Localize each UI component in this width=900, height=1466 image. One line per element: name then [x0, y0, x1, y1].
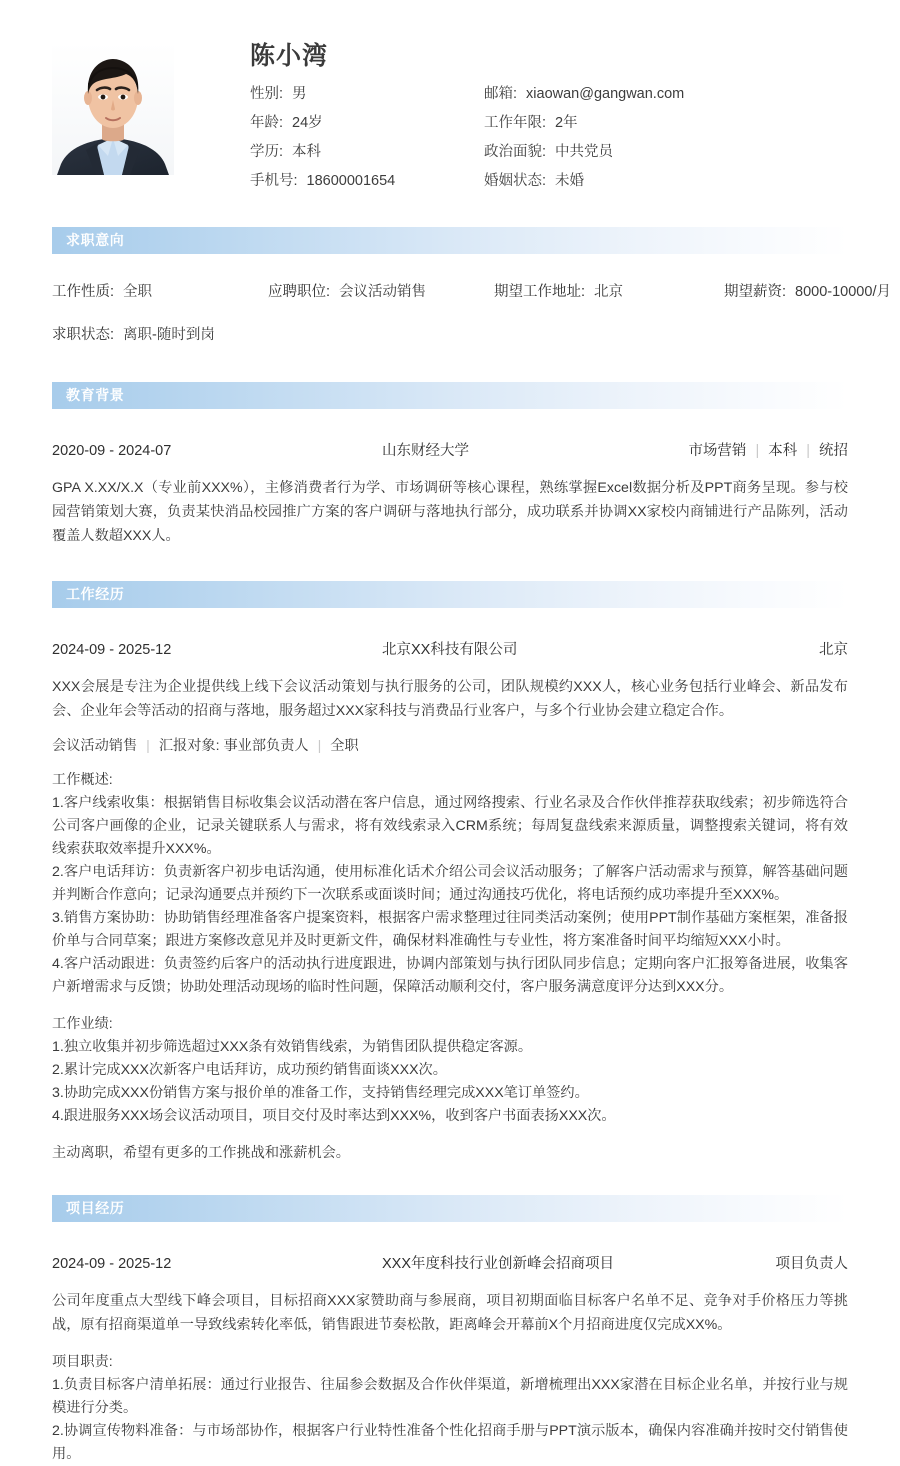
intention-salary [724, 280, 891, 301]
info-political-status [484, 143, 848, 161]
info-degree-label: 学历: [250, 144, 284, 161]
project-role: 项目负责人 [775, 1255, 848, 1272]
info-experience-years-label: 工作年限: [484, 115, 547, 132]
work-job-type: 全职 [330, 737, 359, 754]
info-political-status-value: 中共党员 [555, 144, 614, 161]
work-achievement-title: 工作业绩: [52, 1015, 113, 1032]
project-date: 2024-09 - 2025-12 [52, 1255, 172, 1272]
personal-info-grid [250, 85, 848, 191]
work-summary-item: 2.客户电话拜访：负责新客户初步电话沟通，使用标准化话术介绍公司会议活动服务；了解客户活动需求与预算，解答基础问题并判断合作意向；记录沟通要点并预约下一次联系或面谈时间；通过沟通技巧优化，将电话预约成功率提升至XXX%。 [52, 863, 848, 903]
intention-nature-label: 工作性质: [52, 283, 115, 300]
education-date: 2020-09 - 2024-07 [52, 442, 172, 459]
divider-icon: | [755, 442, 760, 459]
intention-position-label: 应聘职位: [268, 283, 331, 300]
resume-header [0, 0, 900, 191]
info-gender-label: 性别: [250, 86, 284, 102]
info-phone [250, 172, 484, 190]
intention-nature-value: 全职 [123, 283, 153, 300]
education-entry-header [52, 439, 848, 460]
profile-photo-image [52, 42, 174, 175]
section-header-education: 教育背景 [52, 382, 848, 409]
header-details [174, 42, 848, 191]
work-summary-item: 4.客户活动跟进：负责签约后客户的活动执行进度跟进，协调内部策划与执行团队同步信息；定期向客户汇报筹备进展，收集客户新增需求与反馈；协助处理活动现场的临时性问题，保障活动顺利交付，客户服务满意度评分达到XXX分。 [52, 955, 848, 995]
info-political-status-label: 政治面貌: [484, 144, 547, 161]
project-duty-item: 2.协调宣传物料准备：与市场部协作，根据客户行业特性准备个性化招商手册与PPT演示版本，确保内容准确并按时交付销售使用。 [52, 1423, 848, 1463]
work-achievement-item: 2.累计完成XXX次新客户电话拜访，成功预约销售面谈XXX次。 [52, 1061, 447, 1078]
education-degree: 本科 [768, 442, 798, 459]
work-summary-title: 工作概述: [52, 771, 113, 788]
divider-icon: | [317, 737, 322, 754]
intention-location-value: 北京 [594, 283, 624, 300]
project-duty-block [52, 1351, 848, 1466]
page-title: 陈小湾 [250, 42, 329, 70]
intention-salary-label: 期望薪资: [724, 283, 787, 300]
project-duty-item: 1.负责目标客户清单拓展：通过行业报告、往届参会数据及合作伙伴渠道，新增梳理出XXX家潜在目标企业名单，并按行业与规模进行分类。 [52, 1377, 848, 1417]
project-entry-header [52, 1252, 848, 1273]
work-job-title: 会议活动销售 [52, 737, 138, 754]
intention-location [494, 280, 724, 301]
work-date: 2024-09 - 2025-12 [52, 641, 172, 658]
work-company: 北京XX科技有限公司 [382, 641, 518, 658]
info-age-value: 24岁 [292, 115, 323, 132]
info-phone-label: 手机号: [250, 173, 298, 190]
work-leave-reason: 主动离职，希望有更多的工作挑战和涨薪机会。 [52, 1144, 350, 1161]
section-header-project: 项目经历 [52, 1195, 848, 1222]
info-email-label: 邮箱: [484, 86, 518, 102]
project-block [52, 1252, 848, 1466]
work-achievement-item: 3.协助完成XXX份销售方案与报价单的准备工作，支持销售经理完成XXX笔订单签约。 [52, 1084, 589, 1101]
intention-status-value: 离职-随时到岗 [123, 326, 215, 343]
work-achievement-block [52, 1013, 848, 1128]
work-city: 北京 [819, 641, 848, 658]
work-entry-header [52, 638, 848, 659]
work-report-to: 汇报对象: 事业部负责人 [158, 737, 309, 754]
info-email [484, 85, 848, 103]
intention-nature [52, 280, 268, 301]
section-header-intention: 求职意向 [52, 227, 848, 254]
section-header-work: 工作经历 [52, 581, 848, 608]
intention-status-label: 求职状态: [52, 326, 115, 343]
education-tags [688, 439, 848, 460]
intention-salary-value: 8000-10000/月 [795, 283, 891, 300]
education-school: 山东财经大学 [382, 442, 469, 459]
info-experience-years-value: 2年 [555, 115, 578, 132]
intention-position [268, 280, 494, 301]
divider-icon: | [146, 737, 150, 754]
intention-row-status [52, 323, 848, 344]
intention-position-value: 会议活动销售 [339, 283, 427, 300]
intention-location-label: 期望工作地址: [494, 283, 586, 300]
education-major: 市场营销 [688, 442, 747, 459]
info-degree [250, 143, 484, 161]
education-admission: 统招 [819, 442, 848, 459]
info-gender-value: 男 [292, 86, 307, 102]
divider-icon: | [806, 442, 810, 459]
info-age [250, 114, 484, 132]
project-name: XXX年度科技行业创新峰会招商项目 [382, 1255, 615, 1272]
project-background: 公司年度重点大型线下峰会项目，目标招商XXX家赞助商与参展商，项目初期面临目标客户名单不足、竞争对手价格压力等挑战，原有招商渠道单一导致线索转化率低，销售跟进节奏松散，距离峰会开幕前X个月招商进度仅完成XX%。 [52, 1292, 848, 1334]
work-block [52, 638, 848, 1165]
work-achievement-item: 4.跟进服务XXX场会议活动项目，项目交付及时率达到XXX%，收到客户书面表扬XXX次。 [52, 1107, 616, 1124]
work-position-meta [52, 735, 848, 755]
intention-block [52, 280, 891, 344]
info-degree-value: 本科 [292, 144, 322, 161]
info-age-label: 年龄: [250, 115, 284, 132]
info-email-value: xiaowan@gangwan.com [526, 86, 685, 102]
project-duty-title: 项目职责: [52, 1354, 113, 1371]
work-company-intro: XXX会展是专注为企业提供线上线下会议活动策划与执行服务的公司，团队规模约XXX人，核心业务包括行业峰会、新品发布会、企业年会等活动的招商与落地，服务超过XXX家科技与消费品行业客户，与多个行业协会建立稳定合作。 [52, 678, 848, 720]
info-marital-status-label: 婚姻状态: [484, 173, 547, 190]
work-achievement-item: 1.独立收集并初步筛选超过XXX条有效销售线索，为销售团队提供稳定客源。 [52, 1038, 533, 1055]
info-phone-value: 18600001654 [306, 173, 396, 190]
education-description: GPA X.XX/X.X（专业前XXX%），主修消费者行为学、市场调研等核心课程，熟练掌握Excel数据分析及PPT商务呈现。参与校园营销策划大赛，负责某快消品校园推广方案的客户调研与落地执行部分，成功联系并协调XX家校内商铺进行产品陈列，活动覆盖人数超XXX人。 [52, 479, 848, 545]
work-summary-item: 3.销售方案协助：协助销售经理准备客户提案资料，根据客户需求整理过往同类活动案例；使用PPT制作基础方案框架，准备报价单与合同草案；跟进方案修改意见并及时更新文件，确保材料准确性与专业性，将方案准备时间平均缩短XXX小时。 [52, 909, 848, 949]
intention-row-primary [52, 280, 891, 301]
info-experience-years [484, 114, 848, 132]
info-marital-status-value: 未婚 [555, 173, 585, 190]
profile-photo [52, 42, 174, 175]
info-gender [250, 85, 484, 103]
work-summary-item: 1.客户线索收集：根据销售目标收集会议活动潜在客户信息，通过网络搜索、行业名录及合作伙伴推荐获取线索；初步筛选符合公司客户画像的企业，记录关键联系人与需求，将有效线索录入CRM系统；每周复盘线索来源质量，调整搜索关键词，将有效线索获取效率提升XXX%。 [52, 794, 848, 857]
info-marital-status [484, 172, 848, 190]
work-summary-block [52, 769, 848, 999]
education-block [52, 439, 848, 549]
